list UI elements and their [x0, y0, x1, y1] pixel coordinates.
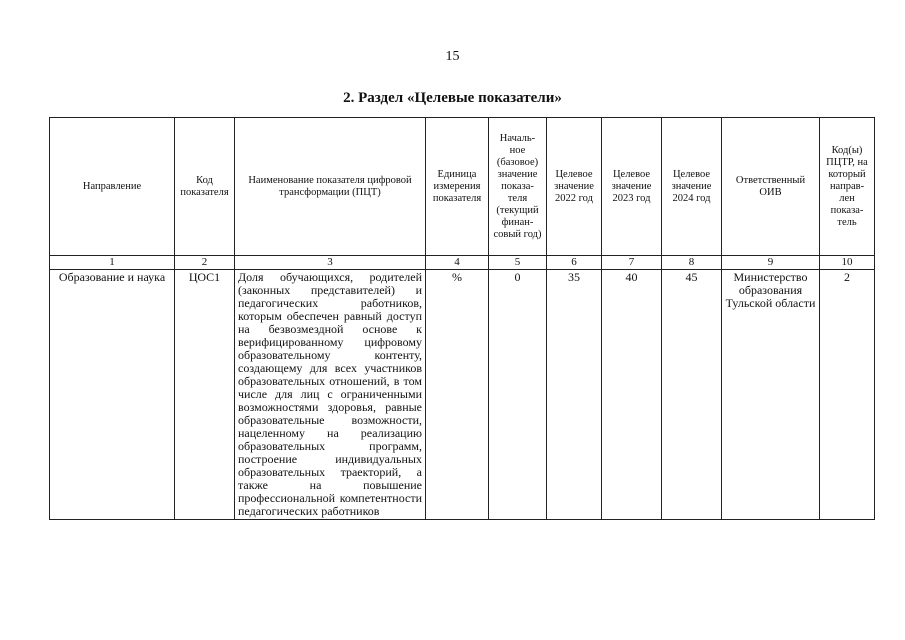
- column-number: 1: [50, 256, 175, 270]
- column-number: 2: [175, 256, 235, 270]
- table-header-row: [50, 118, 875, 256]
- cell-target-2022: 35: [547, 270, 602, 520]
- page-number: 15: [445, 49, 460, 64]
- column-number-row: [50, 256, 875, 270]
- header-base-value: Началь-ное (базовое) значение показа-теля (текущий финан-совый год): [489, 118, 547, 256]
- column-number: 8: [662, 256, 722, 270]
- cell-base-value: 0: [489, 270, 547, 520]
- table-row: [50, 270, 875, 520]
- column-number: 5: [489, 256, 547, 270]
- header-direction: Направление: [50, 118, 175, 256]
- header-target-2024: Целевое значение 2024 год: [662, 118, 722, 256]
- column-number: 4: [426, 256, 489, 270]
- column-number: 7: [602, 256, 662, 270]
- header-target-2022: Целевое значение 2022 год: [547, 118, 602, 256]
- cell-pctr-code: 2: [820, 270, 875, 520]
- column-number: 9: [722, 256, 820, 270]
- header-target-2023: Целевое значение 2023 год: [602, 118, 662, 256]
- cell-unit: %: [426, 270, 489, 520]
- cell-indicator-name: Доля обучающихся, родителей (законных представителей) и педагогических работников, которым обеспечен равный доступ на безвозмездной основе к верифицированному цифровому образовательному контенту, создающему для всех участников образовательных отношений, в том числе для лиц с ограниченными возможностями здоровья, равные образовательные возможности, нацеленному на реализацию образовательных программ, построение индивидуальных образовательных траекторий, а также на повышение профессиональной компетентности педагогических работников: [235, 270, 426, 520]
- cell-indicator-code: ЦОС1: [175, 270, 235, 520]
- header-unit: Единица измерения показателя: [426, 118, 489, 256]
- header-indicator-name: Наименование показателя цифровой трансформации (ПЦТ): [235, 118, 426, 256]
- target-indicators-table: [49, 117, 875, 520]
- header-responsible: Ответственный ОИВ: [722, 118, 820, 256]
- cell-target-2024: 45: [662, 270, 722, 520]
- header-indicator-code: Код показателя: [175, 118, 235, 256]
- cell-target-2023: 40: [602, 270, 662, 520]
- header-pctr-code: Код(ы) ПЦТР, на который направ-лен показа-тель: [820, 118, 875, 256]
- column-number: 6: [547, 256, 602, 270]
- column-number: 3: [235, 256, 426, 270]
- section-title: 2. Раздел «Целевые показатели»: [343, 90, 562, 106]
- column-number: 10: [820, 256, 875, 270]
- cell-responsible: Министерство образования Тульской области: [722, 270, 820, 520]
- cell-direction: Образование и наука: [50, 270, 175, 520]
